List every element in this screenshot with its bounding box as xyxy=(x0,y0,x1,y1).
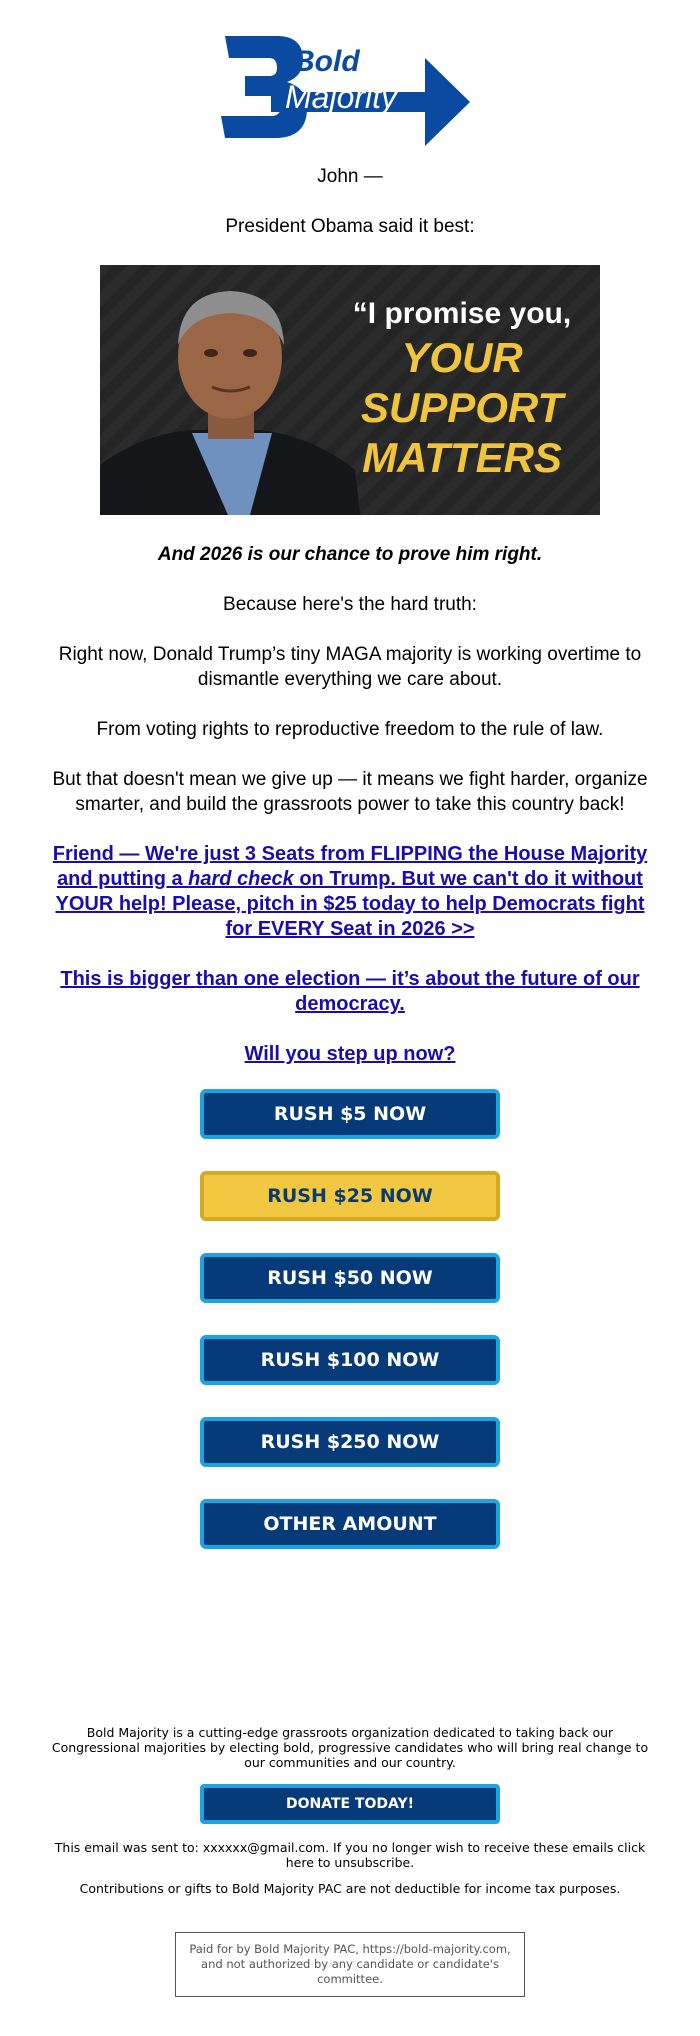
italic-statement: And 2026 is our chance to prove him right. xyxy=(157,544,543,565)
rush-50-button[interactable]: RUSH $50 NOW xyxy=(200,1253,500,1303)
quote-line-4: MATTERS xyxy=(362,434,562,481)
rush-100-button[interactable]: RUSH $100 NOW xyxy=(200,1335,500,1385)
portrait-photo-icon xyxy=(100,265,360,515)
footer-about: Bold Majority is a cutting-edge grassroots organization dedicated to taking back our Congressional majorities by electing bold, progressive candidates who will bring real change to our communities and our country. xyxy=(51,1725,649,1770)
salutation: John — xyxy=(317,166,383,187)
cta-main-link[interactable] xyxy=(50,842,650,942)
brand-line2: Majority xyxy=(285,79,398,115)
hero-quote xyxy=(332,295,592,483)
cta-step-up-link[interactable]: Will you step up now? xyxy=(244,1043,456,1065)
bold-majority-logo-icon xyxy=(215,26,475,146)
paragraph-3: From voting rights to reproductive freedom to the rule of law. xyxy=(96,719,604,740)
paragraph-2: Right now, Donald Trump’s tiny MAGA majority is working overtime to dismantle everything we care about. xyxy=(58,644,642,690)
paragraph-1: Because here's the hard truth: xyxy=(223,594,477,615)
hero-image xyxy=(100,265,600,515)
paragraph-4: But that doesn't mean we give up — it means we fight harder, organize smarter, and build the grassroots power to take this country back! xyxy=(52,769,648,815)
brand-logo xyxy=(50,0,650,145)
footer-sent-to[interactable]: This email was sent to: xxxxxx@gmail.com. If you no longer wish to receive these emails click here to unsubscribe. xyxy=(54,1840,646,1870)
donate-today-button[interactable]: DONATE TODAY! xyxy=(200,1784,500,1824)
quote-line-3: SUPPORT xyxy=(360,384,564,431)
cta-main-text-1: Friend — We're just 3 Seats from FLIPPING the House Majority and putting a xyxy=(52,843,648,890)
donation-buttons xyxy=(50,1089,650,1549)
quote-line-2: YOUR xyxy=(401,334,523,381)
rush-250-button[interactable]: RUSH $250 NOW xyxy=(200,1417,500,1467)
cta-main-text-2: on Trump. But we can't do it without YOUR help! Please, pitch in $25 today to help Democrats fight for EVERY Seat in 2026 >> xyxy=(55,868,645,940)
rush-25-button[interactable]: RUSH $25 NOW xyxy=(200,1171,500,1221)
paid-for-by-box: Paid for by Bold Majority PAC, https://bold-majority.com, and not authorized by any candidate or candidate's committee. xyxy=(175,1932,525,1997)
quote-line-1: “I promise you, xyxy=(352,297,572,330)
footer-tax-notice: Contributions or gifts to Bold Majority PAC are not deductible for income tax purposes. xyxy=(79,1881,621,1896)
cta-bigger-link[interactable]: This is bigger than one election — it’s about the future of our democracy. xyxy=(60,968,640,1015)
intro-text: President Obama said it best: xyxy=(225,216,475,237)
other-amount-button[interactable]: OTHER AMOUNT xyxy=(200,1499,500,1549)
cta-main-emphasis: hard check xyxy=(188,868,294,890)
footer xyxy=(50,1725,650,1997)
rush-5-button[interactable]: RUSH $5 NOW xyxy=(200,1089,500,1139)
brand-line1: Bold xyxy=(293,45,360,78)
